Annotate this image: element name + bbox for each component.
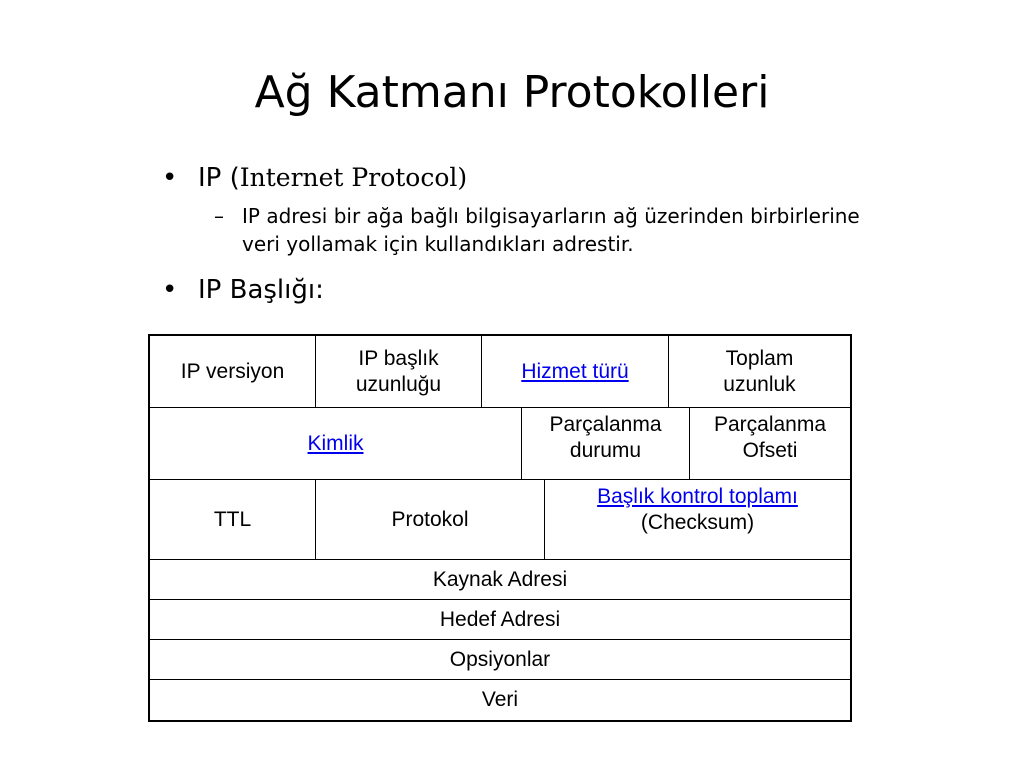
cell-data <box>150 680 850 720</box>
checksum-link[interactable]: Başlık kontrol toplamı <box>597 485 798 508</box>
identification-link[interactable]: Kimlik <box>307 431 364 455</box>
cell-ttl <box>150 480 316 559</box>
bullet-ip-header-text: IP Başlığı: <box>198 275 324 305</box>
bullet-list <box>158 160 878 314</box>
table-row <box>150 480 850 560</box>
table-row <box>150 600 850 640</box>
cell-service-type <box>482 336 669 407</box>
ip-header-table <box>148 334 852 722</box>
cell-source-address <box>150 560 850 599</box>
table-row <box>150 336 850 408</box>
cell-protocol <box>316 480 545 559</box>
sub-bullet-ip-definition <box>158 202 878 258</box>
cell-text: uzunluğu <box>355 372 442 396</box>
cell-text: (Checksum) <box>640 511 755 534</box>
cell-header-length <box>316 336 482 407</box>
table-row <box>150 560 850 600</box>
ip-definition-text: IP adresi bir ağa bağlı bilgisayarların ağ üzerinden birbirlerine veri yollamak için kullandıkları adrestir. <box>242 204 860 256</box>
cell-text: Ofseti <box>742 439 798 462</box>
cell-text: Kaynak Adresi <box>432 567 568 591</box>
cell-destination-address <box>150 600 850 639</box>
cell-text: Parçalanma <box>713 413 827 436</box>
cell-total-length <box>669 336 850 407</box>
cell-text: Veri <box>481 688 519 711</box>
bullet-dot-icon: • <box>162 163 178 193</box>
cell-flags <box>522 408 690 479</box>
bullet-ip-header <box>158 272 878 308</box>
slide-title: Ağ Katmanı Protokolleri <box>254 67 770 119</box>
bullet-ip-expansion: Internet Protocol) <box>239 163 468 192</box>
cell-text: IP başlık <box>358 346 439 370</box>
cell-text: TTL <box>213 507 252 531</box>
cell-text: Toplam <box>725 346 794 370</box>
cell-checksum <box>545 480 850 559</box>
cell-text: Protokol <box>391 507 469 531</box>
service-type-link[interactable]: Hizmet türü <box>521 359 629 383</box>
cell-fragment-offset <box>690 408 850 479</box>
cell-identification <box>150 408 522 479</box>
bullet-dot-icon: • <box>162 275 178 305</box>
bullet-ip-prefix: IP ( <box>198 163 240 193</box>
table-row <box>150 408 850 480</box>
cell-text: Hedef Adresi <box>439 607 561 631</box>
dash-icon: – <box>214 204 224 228</box>
cell-text: Parçalanma <box>549 413 662 436</box>
bullet-ip <box>158 160 878 196</box>
cell-text: uzunluk <box>723 372 796 396</box>
cell-options <box>150 640 850 679</box>
cell-text: durumu <box>569 439 642 462</box>
cell-ip-version <box>150 336 316 407</box>
cell-text: Opsiyonlar <box>449 647 551 671</box>
cell-text: IP versiyon <box>180 359 285 383</box>
table-row <box>150 680 850 720</box>
table-row <box>150 640 850 680</box>
